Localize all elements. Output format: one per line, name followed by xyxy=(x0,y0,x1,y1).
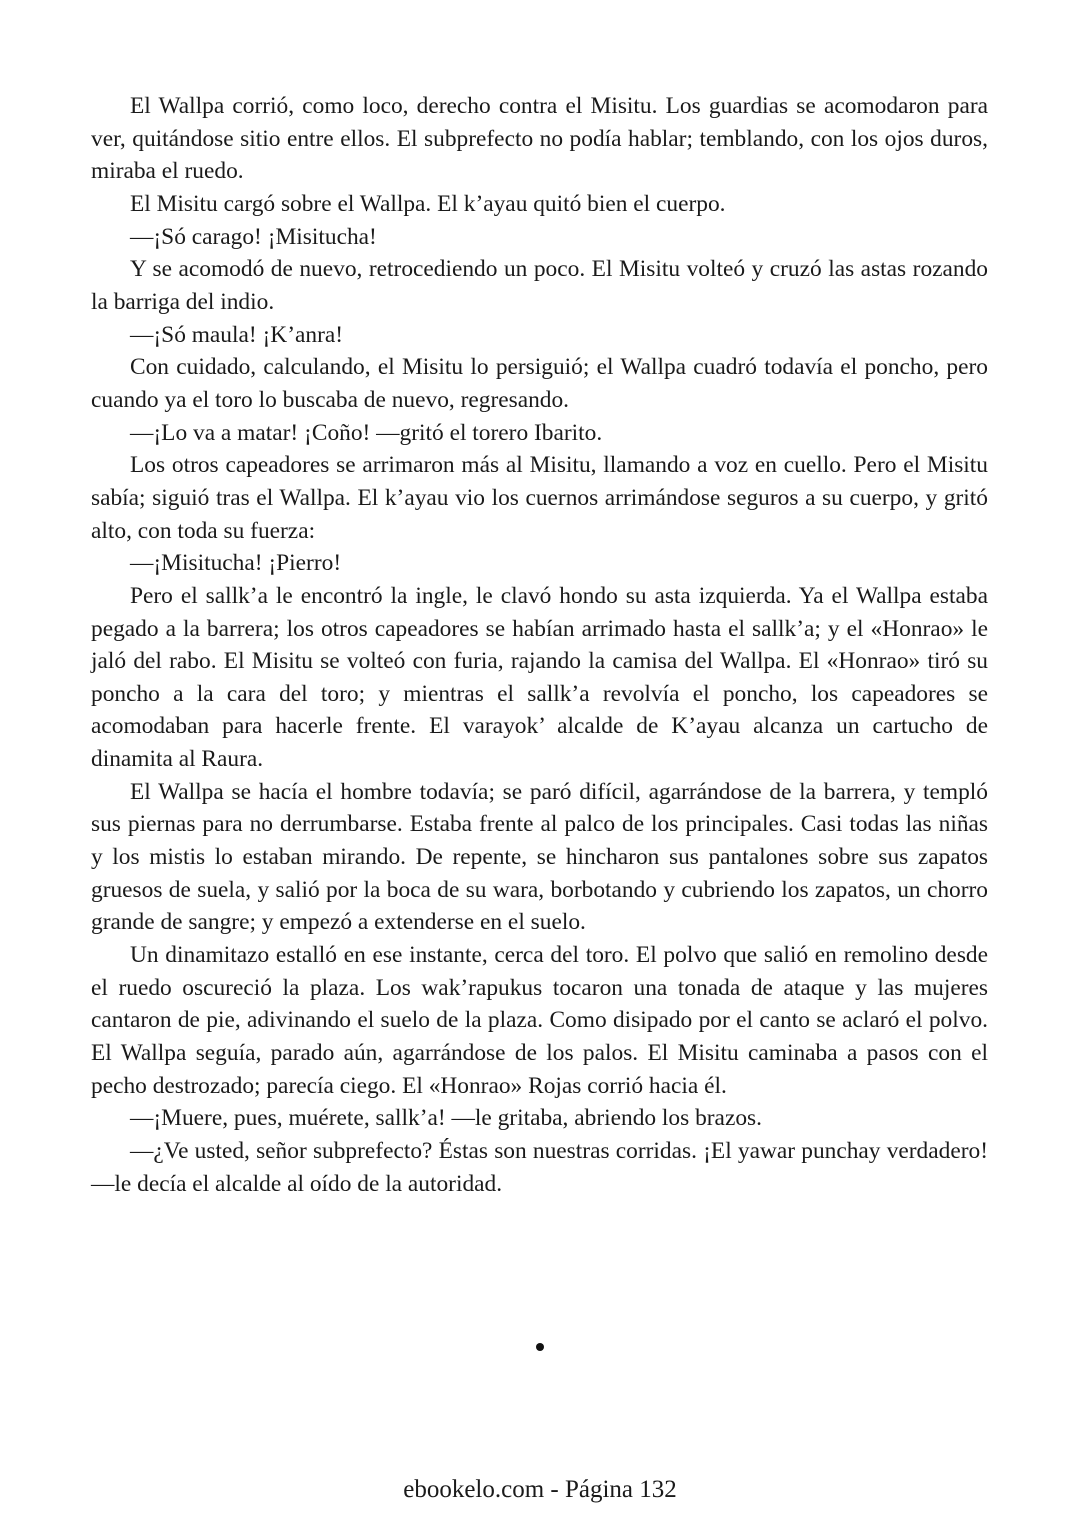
dialogue-line: —¡Lo va a matar! ¡Coño! —gritó el torero Ibarito. xyxy=(130,419,603,446)
paragraph: Con cuidado, calculando, el Misitu lo persiguió; el Wallpa cuadró todavía el poncho, pero cuando ya el toro lo buscaba de nuevo, regresando. xyxy=(91,354,988,413)
page-body xyxy=(91,90,988,1200)
paragraph: El Wallpa se hacía el hombre todavía; se paró difícil, agarrándose de la barrera, y templó sus piernas para no derrumbarse. Estaba frente al palco de los principales. Casi todas las niñas y los mistis lo estaban mirando. De repente, se hincharon sus pantalones sobre sus zapatos gruesos de suela, y salió por la boca de su wara, borbotando y cubriendo los zapatos, un chorro grande de sangre; y empezó a extenderse en el suelo. xyxy=(91,778,988,936)
paragraph: Los otros capeadores se arrimaron más al Misitu, llamando a voz en cuello. Pero el Misitu sabía; siguió tras el Wallpa. El k’ayau vio los cuernos arrimándose seguros a su cuerpo, y gritó alto, con toda su fuerza: xyxy=(91,452,988,544)
paragraph: El Misitu cargó sobre el Wallpa. El k’ayau quitó bien el cuerpo. xyxy=(130,190,726,217)
dialogue-line: —¡Muere, pues, muérete, sallk’a! —le gritaba, abriendo los brazos. xyxy=(130,1105,762,1132)
dialogue-line: —¡Só maula! ¡K’anra! xyxy=(130,321,344,348)
scene-break-bullet-icon xyxy=(536,1343,544,1351)
dialogue-line: —¿Ve usted, señor subprefecto? Éstas son nuestras corridas. ¡El yawar punchay verdadero! —le decía el alcalde al oído de la autoridad. xyxy=(91,1138,988,1197)
page-footer: ebookelo.com - Página 132 xyxy=(403,1476,677,1503)
paragraph: Y se acomodó de nuevo, retrocediendo un poco. El Misitu volteó y cruzó las astas rozando la barriga del indio. xyxy=(91,256,988,315)
paragraph: El Wallpa corrió, como loco, derecho contra el Misitu. Los guardias se acomodaron para ver, quitándose sitio entre ellos. El subprefecto no podía hablar; temblando, con los ojos duros, miraba el ruedo. xyxy=(91,93,988,185)
dialogue-line: —¡Só carago! ¡Misitucha! xyxy=(130,223,377,250)
paragraph: Un dinamitazo estalló en ese instante, cerca del toro. El polvo que salió en remolino desde el ruedo oscureció la plaza. Los wak’rapukus tocaron una tonada de ataque y las mujeres cantaron de pie, adivinando el suelo de la plaza. Como disipado por el canto se aclaró el polvo. El Wallpa seguía, parado aún, agarrándose de los palos. El Misitu caminaba a pasos con el pecho destrozado; parecía ciego. El «Honrao» Rojas corrió hacia él. xyxy=(91,942,988,1099)
paragraph: Pero el sallk’a le encontró la ingle, le clavó hondo su asta izquierda. Ya el Wallpa estaba pegado a la barrera; los otros capeadores se habían arrimado hasta el sallk’a; y el «Honrao» le jaló del rabo. El Misitu se volteó con furia, rajando la camisa del Wallpa. El «Honrao» tiró su poncho a la cara del toro; y mientras el sallk’a revolvía el poncho, los capeadores se acomodaban para hacerle frente. El varayok’ alcalde de K’ayau alcanza un cartucho de dinamita al Raura. xyxy=(91,582,988,773)
dialogue-line: —¡Misitucha! ¡Pierro! xyxy=(130,550,342,577)
